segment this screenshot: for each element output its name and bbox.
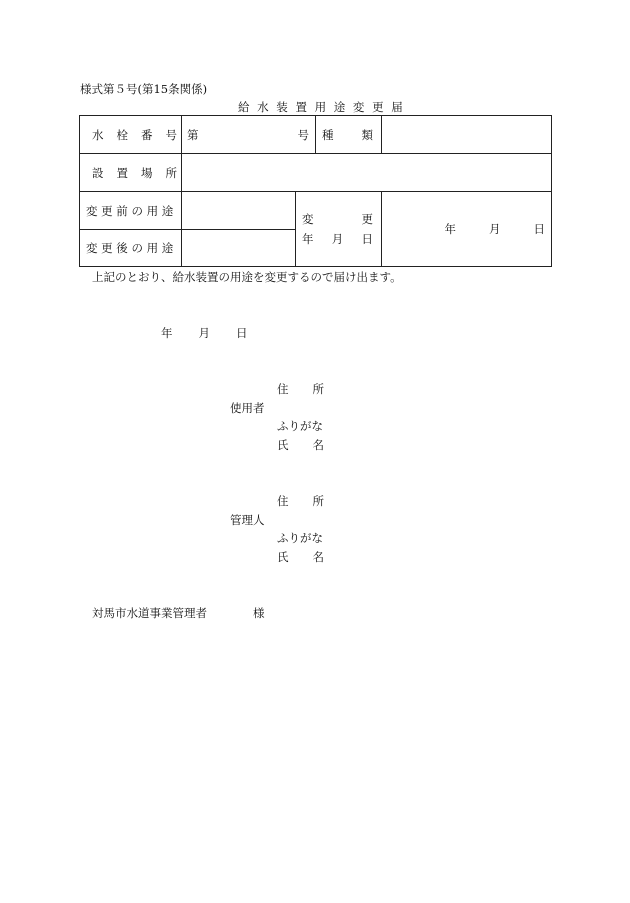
- user-role-label: 使用者: [230, 401, 265, 415]
- row-location: [80, 154, 552, 192]
- manager-address-label: 住 所: [277, 494, 324, 508]
- hydrant-number-field[interactable]: [182, 116, 316, 154]
- hydrant-number-label: 水 栓 番 号: [80, 116, 182, 154]
- user-address-label: 住 所: [277, 382, 324, 396]
- document-title: 給 水 装 置 用 途 変 更 届: [238, 100, 405, 114]
- user-name-label: 氏 名: [277, 438, 324, 452]
- row-before: [80, 192, 552, 230]
- after-use-field[interactable]: [182, 230, 296, 267]
- manager-name-label: 氏 名: [277, 550, 324, 564]
- addressee-name: 対馬市水道事業管理者: [92, 606, 207, 620]
- declaration-statement: 上記のとおり、給水装置の用途を変更するので届け出ます。: [92, 270, 402, 284]
- addressee: [92, 605, 265, 621]
- location-field[interactable]: [182, 154, 552, 192]
- location-label: 設 置 場 所: [80, 154, 182, 192]
- change-date-label: 変 更 年 月 日: [296, 192, 382, 267]
- form-number: 様式第５号(第15条関係): [80, 82, 208, 96]
- number-prefix: 第: [187, 127, 199, 142]
- before-use-label: 変 更 前 の 用 途: [80, 192, 182, 230]
- kind-field[interactable]: [382, 116, 552, 154]
- manager-furigana-label: ふりがな: [277, 531, 323, 545]
- number-suffix: 号: [297, 127, 309, 142]
- addressee-honorific: 様: [253, 606, 265, 620]
- form-table: [79, 115, 552, 267]
- manager-role-label: 管理人: [230, 513, 265, 527]
- change-date-field[interactable]: 年 月 日: [382, 192, 552, 267]
- before-use-field[interactable]: [182, 192, 296, 230]
- after-use-label: 変 更 後 の 用 途: [80, 230, 182, 267]
- submission-date[interactable]: 年 月 日: [161, 326, 248, 340]
- user-furigana-label: ふりがな: [277, 419, 323, 433]
- row-hydrant: [80, 116, 552, 154]
- kind-label: 種 類: [316, 116, 382, 154]
